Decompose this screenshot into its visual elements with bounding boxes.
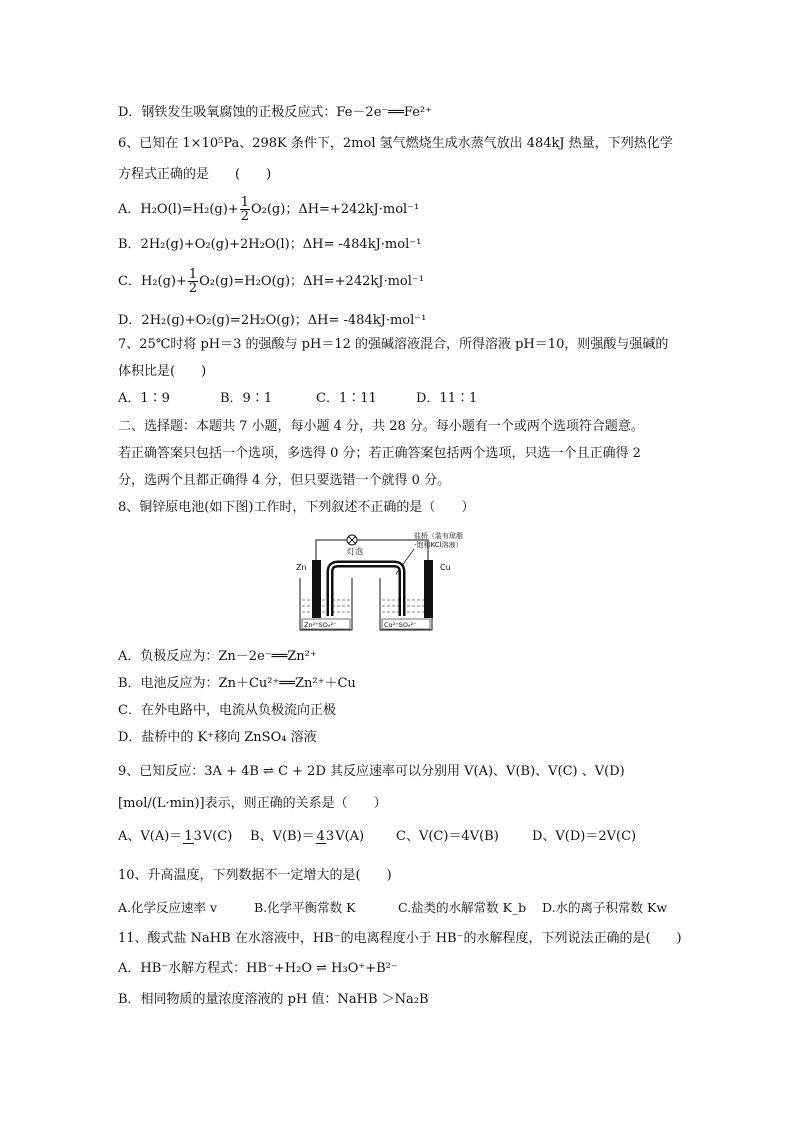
salt-bridge bbox=[330, 564, 402, 616]
q6-option-d: D．2H₂(g)+O₂(g)=2H₂O(g)；ΔH= -484kJ·mol⁻¹ bbox=[118, 313, 427, 328]
q7-options bbox=[118, 390, 477, 408]
q6-option-c: C．H₂(g)+ $\frac{1}{2}$ O₂(g)=H₂O(g)；ΔH=+242kJ·mol⁻¹ bbox=[118, 267, 424, 296]
q7-stem-line1: 7、25℃时将 pH＝3 的强酸与 pH＝12 的强碱溶液混合，所得溶液 pH＝10，则强酸与强碱的 bbox=[118, 337, 669, 352]
q10-option-a: A.化学反应速率 v bbox=[118, 900, 218, 915]
q7-option-c: C．1∶11 bbox=[316, 391, 377, 406]
salt-bridge-label-1: 盐桥（装有琼脂 bbox=[414, 532, 463, 540]
salt-bridge-label-2: -饱和KCl溶液） bbox=[414, 541, 463, 549]
q11-stem: 11、酸式盐 NaHB 在水溶液中，HB⁻的电离程度小于 HB⁻的水解程度，下列说法正确的是( ) bbox=[118, 931, 682, 946]
fraction-four-thirds: 43 bbox=[316, 828, 335, 844]
q7-stem-line2: 体积比是( ) bbox=[118, 364, 207, 379]
q10-option-d: D.水的离子积常数 Kw bbox=[542, 900, 668, 915]
q11-option-a: A．HB⁻水解方程式：HB⁻+H₂O ⇌ H₃O⁺+B²⁻ bbox=[118, 961, 398, 976]
fraction-one-third: 13 bbox=[184, 828, 202, 844]
q9-options bbox=[118, 828, 636, 846]
q8-option-d: D．盐桥中的 K⁺移向 ZnSO₄ 溶液 bbox=[118, 730, 317, 745]
bulb-label: 灯泡 bbox=[347, 547, 363, 556]
q6-option-b: B．2H₂(g)+O₂(g)+2H₂O(l)；ΔH= -484kJ·mol⁻¹ bbox=[118, 237, 422, 252]
q7-option-b: B．9∶1 bbox=[220, 391, 273, 406]
right-solution-label: Cu²⁺SO₄²⁻ bbox=[384, 621, 417, 629]
q8-stem: 8、铜锌原电池(如下图)工作时，下列叙述不正确的是（ ） bbox=[118, 500, 475, 515]
q6-stem-line1: 6、已知在 1×10⁵Pa、298K 条件下，2mol 氢气燃烧生成水蒸气放出 484kJ 热量，下列热化学 bbox=[118, 136, 673, 151]
q6-option-a: A．H₂O(l)=H₂(g)+ $\frac{1}{2}$ O₂(g)；ΔH=+242kJ·mol⁻¹ bbox=[118, 195, 420, 224]
left-solution-label: Zn²⁺SO₄²⁻ bbox=[304, 621, 337, 629]
q10-option-c: C.盐类的水解常数 K_b bbox=[398, 900, 527, 915]
q8-option-c: C．在外电路中，电流从负极流向正极 bbox=[118, 703, 336, 718]
galvanic-cell-diagram bbox=[296, 530, 463, 636]
zn-electrode-label: Zn bbox=[296, 563, 307, 572]
section2-instructions-line3: 分，选两个且都正确得 4 分，但只要选错一个就得 0 分。 bbox=[118, 473, 451, 488]
q5-option-d: D．钢铁发生吸氧腐蚀的正极反应式：Fe－2e⁻══Fe²⁺ bbox=[118, 105, 432, 120]
q11-option-b: B．相同物质的量浓度溶液的 pH 值：NaHB ＞Na₂B bbox=[118, 992, 429, 1007]
zn-electrode bbox=[312, 560, 321, 618]
q9-option-c: C、V(C)＝4V(B) bbox=[396, 829, 499, 844]
q9-stem-line1: 9、已知反应：3A + 4B ⇌ C + 2D 其反应速率可以分别用 V(A)、V(B)、V(C) 、V(D) bbox=[118, 764, 625, 779]
fraction-half: $\frac{1}{2}$ bbox=[188, 267, 198, 296]
cu-electrode bbox=[424, 560, 433, 618]
section2-instructions-line2: 若正确答案只包括一个选项，多选得 0 分；若正确答案包括两个选项，只选一个且正确得 2 bbox=[118, 446, 641, 461]
q9-option-b: B、V(B)＝ 43V(A) bbox=[250, 828, 365, 844]
q6-stem-line2: 方程式正确的是 ( ) bbox=[118, 167, 272, 182]
fraction-half: $\frac{1}{2}$ bbox=[240, 195, 249, 224]
q9-option-a: A、V(A)＝ 13V(C) bbox=[118, 828, 233, 844]
q7-option-d: D．11∶1 bbox=[416, 391, 478, 406]
section2-instructions-line1: 二、选择题：本题共 7 小题，每小题 4 分，共 28 分。每小题有一个或两个选项符合题意。 bbox=[118, 419, 644, 434]
q9-option-d: D、V(D)＝2V(C) bbox=[532, 829, 637, 844]
q9-stem-line2: [mol/(L·min)]表示，则正确的关系是（ ） bbox=[118, 796, 387, 811]
q10-stem: 10、升高温度，下列数据不一定增大的是( ) bbox=[118, 868, 392, 883]
q7-option-a: A．1∶9 bbox=[118, 391, 170, 406]
q8-option-b: B．电池反应为：Zn＋Cu²⁺══Zn²⁺＋Cu bbox=[118, 676, 356, 691]
q8-option-a: A．负极反应为：Zn－2e⁻══Zn²⁺ bbox=[118, 649, 317, 664]
q10-options bbox=[118, 899, 667, 917]
q10-option-b: B.化学平衡常数 K bbox=[254, 900, 356, 915]
cu-electrode-label: Cu bbox=[440, 563, 451, 572]
